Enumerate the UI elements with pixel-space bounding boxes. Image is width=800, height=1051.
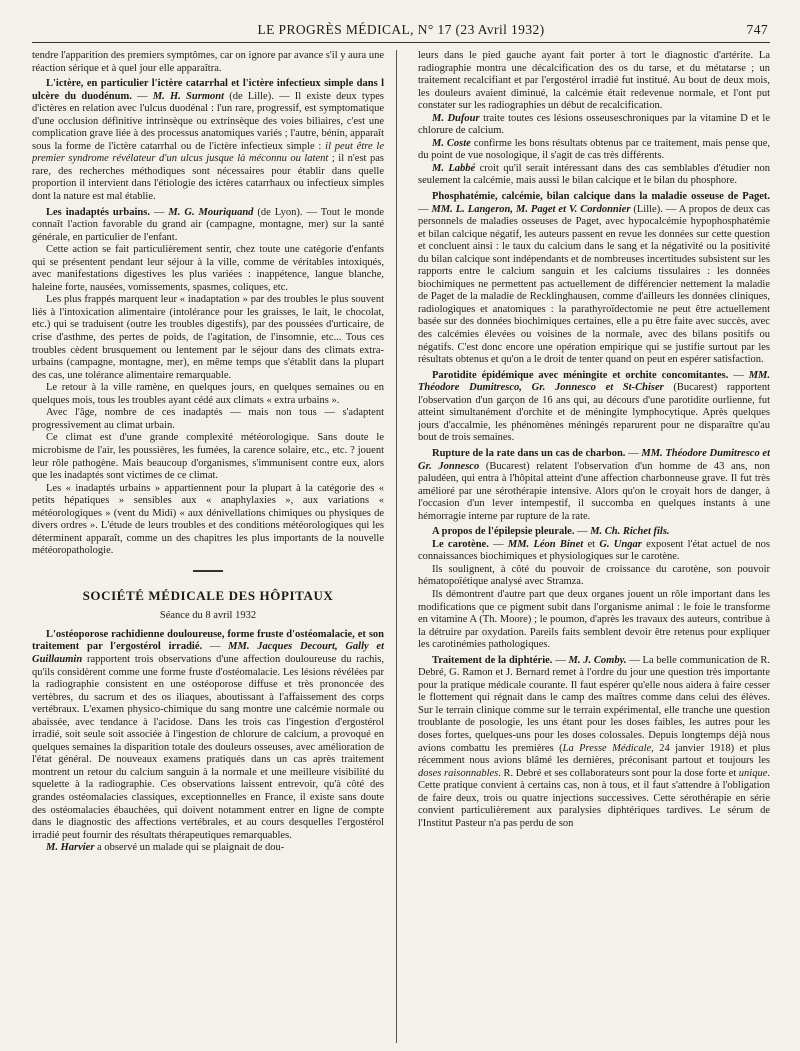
article-icter: L'ictère, en particulier l'ictère catarrhal et l'ictère infectieux simple dans l ulcère du duodénum. — M. H. Surmont (de Lille). — Il existe deux types d'ictères en relation avec l'ulcus duodénal : l'un rare, progressif, est symptomatique d'une occlusion définitive intrinsèque ou extrinsèque des voies biliaires, c'est une complication grave liée à des processus anatomiques variés ; l'autre, bénin, apparaît sous la forme de l'ictère catarrhal ou de l'ictère infectieux simple : il peut être le premier syndrome révélateur d'un ulcus jusque là méconnu ou latent ; il n'est pas rare, des recherches méthodiques sont nécessaires pour établir dans quelle proportion il intervient dans l'étiologie des ictères catarrhaux ou infectieux simples dont la nature est mal établie. [32,78,384,203]
paragraph: Les « inadaptés urbains » appartiennent pour la plupart à la catégorie des « petits hépatiques » sensibles aux « anaphylaxies », aux variations « météorologiques » (vent du Midi) « aux dénivellations chimiques ou physiques de divers ordres ». L'étude de leurs troubles et des conditions météorologiques qui les déterminent apparaît, comme un des chapitres les plus importants de la nouvelle météoropathologie. [32,482,384,557]
article-author: MM. Léon Binet [507,538,584,550]
journal-title: LE PROGRÈS MÉDICAL, N° 17 (23 Avril 1932) [257,22,545,37]
article-title: L'ictère, en particulier l'ictère catarrhal et l'ictère infectieux simple dans l ulcère du duodénum. [32,78,384,102]
article-title: Parotidite épidémique avec méningite et orchite concomitantes. [432,369,729,381]
article-parotidite: Parotidite épidémique avec méningite et orchite concomitantes. — MM. Théodore Dumitresco, Gr. Jonnesco et St-Chiser (Bucarest) rapportent l'observation d'un garçon de 16 ans qui, au décours d'une parotidite ourlienne, fut atteint simultanément d'orchite et de méningite lymphocytique. Après quelques jours d'accalmie, les phénomènes méningés reparurent pour ne disparaître qu'au bout de trois semaines. [418,369,770,444]
paragraph-continuation: leurs dans le pied gauche ayant fait porter à tort le diagnostic d'artérite. La radiographie montra une décalcification des os du tarse, et du métatarse ; un traitement recalcifiant et par l'ergostérol irradié fut institué. Au bout de deux mois, les douleurs avaient diminué, la calcémie était redevenue normale, et l'ont put constater sur les radiographies un début de recalcification. [418,50,770,112]
right-column [418,50,770,1043]
article-author: M. G. Mouriquand [168,206,254,218]
article-author: M. J. Comby. [568,654,627,666]
article-paget: Phosphatémie, calcémie, bilan calcique dans la maladie osseuse de Paget. — MM. L. Langeron, M. Paget et V. Cordonnier (Lille). — A propos de deux cas personnels de maladies osseuses de Paget, avec hypocalcémie hypophosphatémie et bilan calcique négatif, les auteurs passent en revue les données sur cette question et concluent ainsi : le taux du calcium dans le sang et la négativité ou la positivité du bilan calcique sont indépendants et de nombreuses incertitudes subsistent sur les rapports entre le calcium sanguin et les calciums tissulaires : les données biochimiques ne permettent pas actuellement de différencier nettement la maladie de Paget de la maladie de Recklinghausen, comme d'ailleurs les données cliniques, radiologiques et anatomiques : la parathyroïdectomie ne peut être actuellement basée sur des données biochimiques certaines, elle a pu être faite avec succès, avec des calcémies élevées ou voisines de la normale, avec des bilans positifs ou négatifs. C'est donc encore une opération empirique qui se justifie surtout par les résultats obtenus et qu'on a le droit de tenter quand on peut en espérer satisfaction. [418,191,770,366]
paragraph: Cette action se fait particulièrement sentir, chez toute une catégorie d'enfants qui se présentent pendant leur séjour à la ville, comme de véritables intoxiqués, avec manifestations digestives les plus variées : inappétence, langue blanche, haleine forte, nausées, vomissements, spasmes, coliques, etc. [32,244,384,293]
article-inadaptes: Les inadaptés urbains. — M. G. Mouriquand (de Lyon). — Tout le monde connaît l'action favorable du grand air (campagne, montagne, mer) sur la santé générale, en particulier de l'enfant. [32,206,384,243]
running-header [32,20,770,43]
article-carotene: Le carotène. — MM. Léon Binet et G. Ungar exposent l'état actuel de nos connaissances biochimiques et physiologiques sur le carotène. [418,538,770,563]
paragraph-labbe: M. Labbé croit qu'il serait intéressant dans des cas semblables d'étudier non seulement la calcémie, mais aussi le bilan calcique et le bilan du phosphore. [418,162,770,187]
article-author: MM. Théodore Dumitresco et Gr. Jonnesco [418,447,770,472]
article-title: Traitement de la diphtérie. [432,654,553,666]
paragraph-continuation: tendre l'apparition des premiers symptômes, car on ignore par avance s'il y aura une réaction sérique et à quel jour elle apparaîtra. [32,50,384,74]
article-title: Le carotène. [432,538,489,550]
article-title: Phosphatémie, calcémie, bilan calcique dans la maladie osseuse de Paget. [432,191,770,203]
section-divider [193,570,223,572]
article-title: Rupture de la rate dans un cas de charbon. [432,447,626,459]
paragraph: Ils démontrent d'autre part que deux organes jouent un rôle important dans les modifications que ce pigment subit dans l'organisme animal : le foie le transforme en vitamine A (Th. Moore) ; le poumon, d'après les travaux des auteurs, contribue à la détruire par oxydation. Pareils faits semblent devoir être retenus pour expliquer les carotinémies pathologiques. [418,588,770,651]
page-number: 747 [746,22,768,37]
session-date: Séance du 8 avril 1932 [159,609,257,621]
text-columns [32,50,770,1043]
paragraph: Avec l'âge, nombre de ces inadaptés — mais non tous — s'adaptent progressivement au climat urbain. [32,407,384,431]
article-author: MM. Jacques Decourt, Gally et Guillaumin [32,641,384,665]
paragraph: Ils soulignent, à côté du pouvoir de croissance du carotène, son pouvoir hématopoïétique analysé avec Stramza. [418,563,770,588]
article-title: A propos de l'épilepsie pleurale. [432,526,575,538]
article-author: MM. Théodore Dumitresco, Gr. Jonnesco et St-Chiser [418,369,770,394]
column-rule [396,50,397,1043]
article-author: MM. L. Langeron, M. Paget et V. Cordonnier [431,203,631,215]
section-heading: SOCIÉTÉ MÉDICALE DES HÔPITAUX [82,587,334,603]
left-column [32,50,384,1043]
paragraph: Le retour à la ville ramène, en quelques jours, en quelques semaines ou en quelques mois, tous les troubles ayant cédé aux climats « extra urbains ». [32,382,384,406]
article-author: M. H. Surmont [152,90,224,102]
article-title: L'ostéoporose rachidienne douloureuse, forme fruste d'ostéomalacie, et son traitement par l'ergostérol irradié. [32,628,384,653]
paragraph: Ce climat est d'une grande complexité météorologique. Sans doute le microbisme de l'air, les poussières, les fumées, la carence solaire, etc., etc. ? jouent leur rôle pathogène. Mais beaucoup d'organismes, s'immunisent contre eux, alors que les inadaptés sont victimes de ce climat. [32,432,384,482]
paragraph-harvier: M. Harvier a observé un malade qui se plaignait de dou- [46,842,285,854]
paragraph-dufour: M. Dufour traite toutes ces lésions osseuseschroniques par la vitamine D et le chlorure de calcium. [418,112,770,137]
article-title: Les inadaptés urbains. [46,206,150,218]
paragraph: Les plus frappés marquent leur « inadaptation » par des troubles le plus souvent liés à l'intoxication alimentaire (intolérance pour les graisses, le lait, le chocolat, etc.) qui se traduisent (outre les troubles digestifs), par des poussées d'urticaire, de crise d'asthme, des pertes de poids, de l'agitation, de l'insomnie, etc... Tous ces troubles cèdent brusquement ou lentement par le séjour dans des climats extra-urbains (campagne, montagne, mer), en même temps que s'établit dans la plupart des cas, une tolérance alimentaire remarquable. [32,294,384,381]
article-rupture-rate: Rupture de la rate dans un cas de charbon. — MM. Théodore Dumitresco et Gr. Jonnesco (Bucarest) relatent l'observation d'un homme de 43 ans, non paludéen, qui entra à l'hôpital atteint d'une affection charbonneuse grave. Il fut très amélioré par une sérothérapie intensive. Alors qu'on le croyait hors de danger, à l'occasion d'un lever intempestif, il succomba en quelques instants à une hémorragie interne par rupture de la rate. [418,447,770,522]
article-author: M. Ch. Richet fils. [590,526,670,538]
paragraph-coste: M. Coste confirme les bons résultats obtenus par ce traitement, mais pense que, du point de vue nosologique, il s'agit de cas très différents. [418,137,770,162]
article-diphterie: Traitement de la diphtérie. — M. J. Comby. — La belle communication de R. Debré, G. Ramon et J. Bernard remet à l'ordre du jour une question très importante pour la pratique médicale courante. Il faut espérer qu'elle nous aidera à faire cesser le flottement qui régnait dans le camp des maîtres comme dans celui des élèves. Sur le terrain clinique comme sur le terrain expérimental, elle tranche une question troublante de posologie, les uns étant pour les doses faibles, les autres pour les doses fortes, quelques-uns pour les doses colossales. Depuis longtemps déjà nous avions combattu les premières (La Presse Médicale, 24 janvier 1918) et plus récemment nous avions blâmé les dernières, préconisant partout et toujours les doses raisonnables. R. Debré et ses collaborateurs sont pour la dose forte et unique. Cette pratique convient à certains cas, non à tous, et il faut s'attendre à l'obligation de faire deux, trois ou quatre injections successives. Cette sérothérapie en série convient particulièrement aux paralysies diphtériques tardives. Le sérum de l'Institut Pasteur n'a pas perdu de son [418,654,770,829]
article-osteoporose: L'ostéoporose rachidienne douloureuse, forme fruste d'ostéomalacie, et son traitement par l'ergostérol irradié. — MM. Jacques Decourt, Gally et Guillaumin rapportent trois observations d'une affection douloureuse du rachis, qu'ils considèrent comme une forme fruste d'ostéomalacie. Les lésions révélées par la radiographie consistent en une ostéoporose diffuse et très prononcée des vertèbres, du sacrum et des os iliaques, aboutissant à l'affaissement des corps vertébraux. L'examen physico-chimique du sang montre une calcémie normale ou abaissée, avec tendance à l'acidose. Dans les trois cas l'ingestion d'ergostérol irradié, soit seule soit associée à l'ingestion de chlorure de calcium, a provoqué en quelques semaines la disparition totale des douleurs osseuses, avec amélioration de l'état général. De nouveaux examens pratiqués dans un cas après traitement montrent un retour du calcium sanguin à la normale et une meilleure visibilité du squelette à la radiographie. Ces observations laissent entrevoir, qu'à côté des grandes ostéomalacies classiques, exceptionnelles en France, il existe sans doute des ostéomalacies ébauchées, qui doivent notamment entrer en ligne de compte dans le diagnostic des affections vertébrales, et au cours desquelles l'ergostérol irradié peut fournir des résultats thérapeutiques remarquables. [32,628,384,841]
article-epilepsie: A propos de l'épilepsie pleurale. — M. Ch. Richet fils. [432,526,670,538]
